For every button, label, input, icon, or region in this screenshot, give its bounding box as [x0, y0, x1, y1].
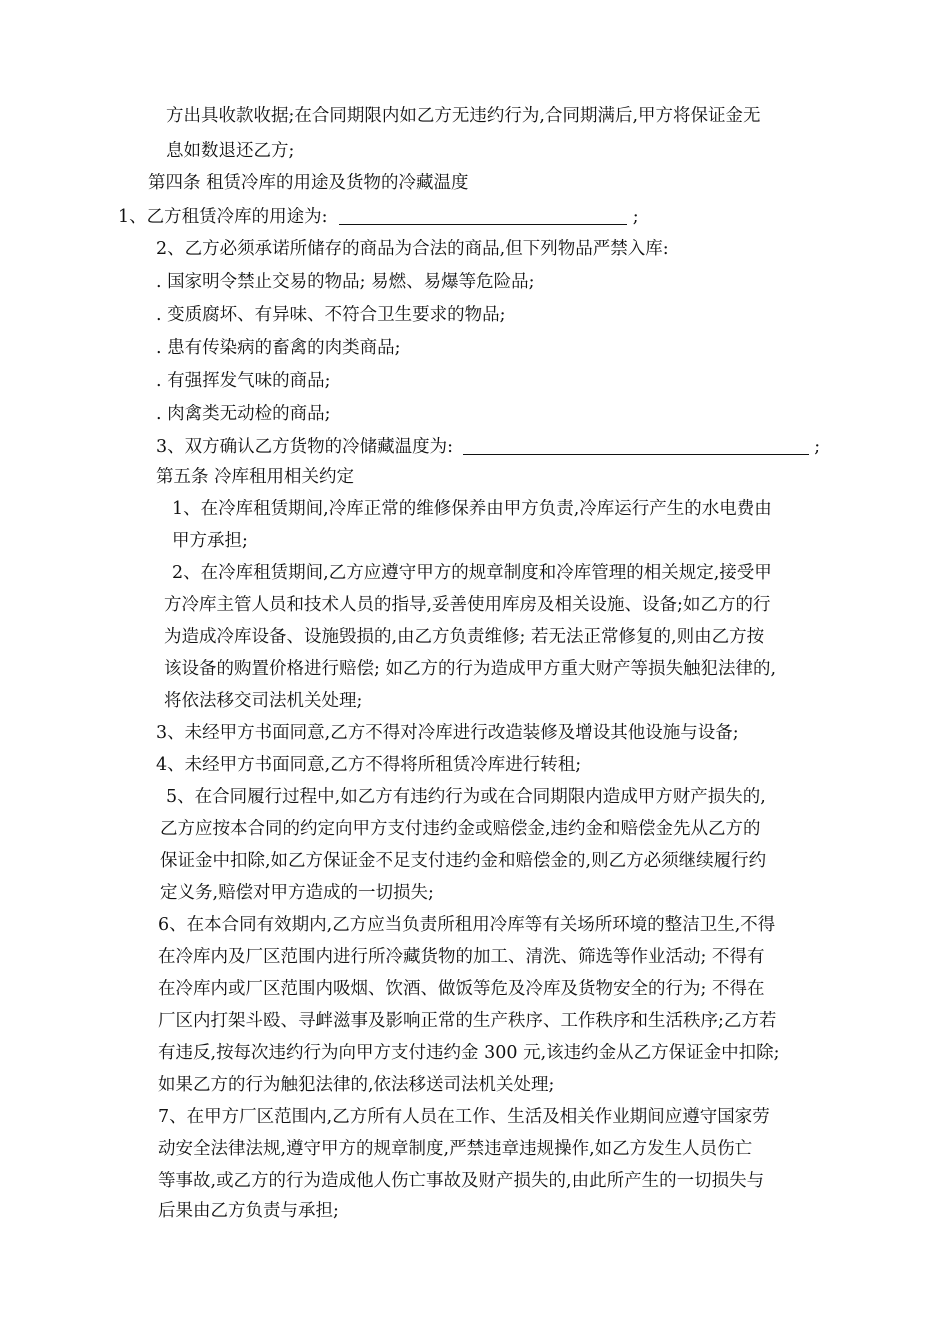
- text-line: 2、乙方必须承诺所储存的商品为合法的商品,但下列物品严禁入库:: [156, 239, 669, 259]
- text-line: 为造成冷库设备、设施毁损的,由乙方负责维修; 若无法正常修复的,则由乙方按: [164, 627, 765, 647]
- text-line: 5、在合同履行过程中,如乙方有违约行为或在合同期限内造成甲方财产损失的,: [166, 787, 766, 807]
- text-line: 在冷库内或厂区范围内吸烟、饮酒、做饭等危及冷库及货物安全的行为; 不得在: [158, 979, 765, 999]
- text-line: 乙方应按本合同的约定向甲方支付违约金或赔偿金,违约金和赔偿金先从乙方的: [160, 819, 761, 839]
- text-line: 将依法移交司法机关处理;: [164, 691, 363, 711]
- text-line: 方出具收款收据;在合同期限内如乙方无违约行为,合同期满后,甲方将保证金无: [166, 106, 761, 126]
- text-line: 6、在本合同有效期内,乙方应当负责所租用冷库等有关场所环境的整洁卫生,不得: [158, 915, 776, 935]
- text-line: 1、在冷库租赁期间,冷库正常的维修保养由甲方负责,冷库运行产生的水电费由: [172, 499, 772, 519]
- list-item: . 变质腐坏、有异味、不符合卫生要求的物品;: [156, 305, 506, 325]
- fill-in-blank[interactable]: [463, 438, 809, 455]
- text-line: 定义务,赔偿对甲方造成的一切损失;: [160, 883, 434, 903]
- text-line: 该设备的购置价格进行赔偿; 如乙方的行为造成甲方重大财产等损失触犯法律的,: [164, 659, 777, 679]
- text-line: [118, 206, 639, 228]
- fill-in-blank[interactable]: [339, 208, 627, 225]
- text-line: 在冷库内及厂区范围内进行所冷藏货物的加工、清洗、筛选等作业活动; 不得有: [158, 947, 765, 967]
- list-item: . 国家明令禁止交易的物品; 易燃、易爆等危险品;: [156, 272, 535, 292]
- article-heading: 第四条 租赁冷库的用途及货物的冷藏温度: [148, 173, 469, 193]
- text-line: 方冷库主管人员和技术人员的指导,妥善使用库房及相关设施、设备;如乙方的行: [164, 595, 771, 615]
- text-line: [156, 436, 820, 458]
- text-line: 保证金中扣除,如乙方保证金不足支付违约金和赔偿金的,则乙方必须继续履行约: [160, 851, 767, 871]
- clause-end: ;: [632, 207, 639, 227]
- text-line: 厂区内打架斗殴、寻衅滋事及影响正常的生产秩序、工作秩序和生活秩序;乙方若: [158, 1011, 777, 1031]
- text-line: 息如数退还乙方;: [166, 141, 295, 161]
- text-line: 2、在冷库租赁期间,乙方应遵守甲方的规章制度和冷库管理的相关规定,接受甲: [172, 563, 772, 583]
- text-line: 如果乙方的行为触犯法律的,依法移送司法机关处理;: [158, 1075, 555, 1095]
- text-line: 有违反,按每次违约行为向甲方支付违约金 300 元,该违约金从乙方保证金中扣除;: [158, 1043, 780, 1063]
- text-line: 4、未经甲方书面同意,乙方不得将所租赁冷库进行转租;: [156, 755, 582, 775]
- list-item: . 有强挥发气味的商品;: [156, 371, 331, 391]
- list-item: . 患有传染病的畜禽的肉类商品;: [156, 338, 401, 358]
- text-line: 后果由乙方负责与承担;: [158, 1201, 339, 1221]
- text-line: 7、在甲方厂区范围内,乙方所有人员在工作、生活及相关作业期间应遵守国家劳: [158, 1107, 770, 1127]
- clause-end: ;: [814, 437, 821, 457]
- article-heading: 第五条 冷库租用相关约定: [156, 467, 355, 487]
- text-line: 甲方承担;: [172, 531, 248, 551]
- text-line: 3、未经甲方书面同意,乙方不得对冷库进行改造装修及增设其他设施与设备;: [156, 723, 739, 743]
- text-line: 等事故,或乙方的行为造成他人伤亡事故及财产损失的,由此所产生的一切损失与: [158, 1171, 765, 1191]
- clause-label: 1、乙方租赁冷库的用途为:: [118, 207, 328, 227]
- text-line: 动安全法律法规,遵守甲方的规章制度,严禁违章违规操作,如乙方发生人员伤亡: [158, 1139, 753, 1159]
- list-item: . 肉禽类无动检的商品;: [156, 404, 331, 424]
- clause-label: 3、双方确认乙方货物的冷储藏温度为:: [156, 437, 454, 457]
